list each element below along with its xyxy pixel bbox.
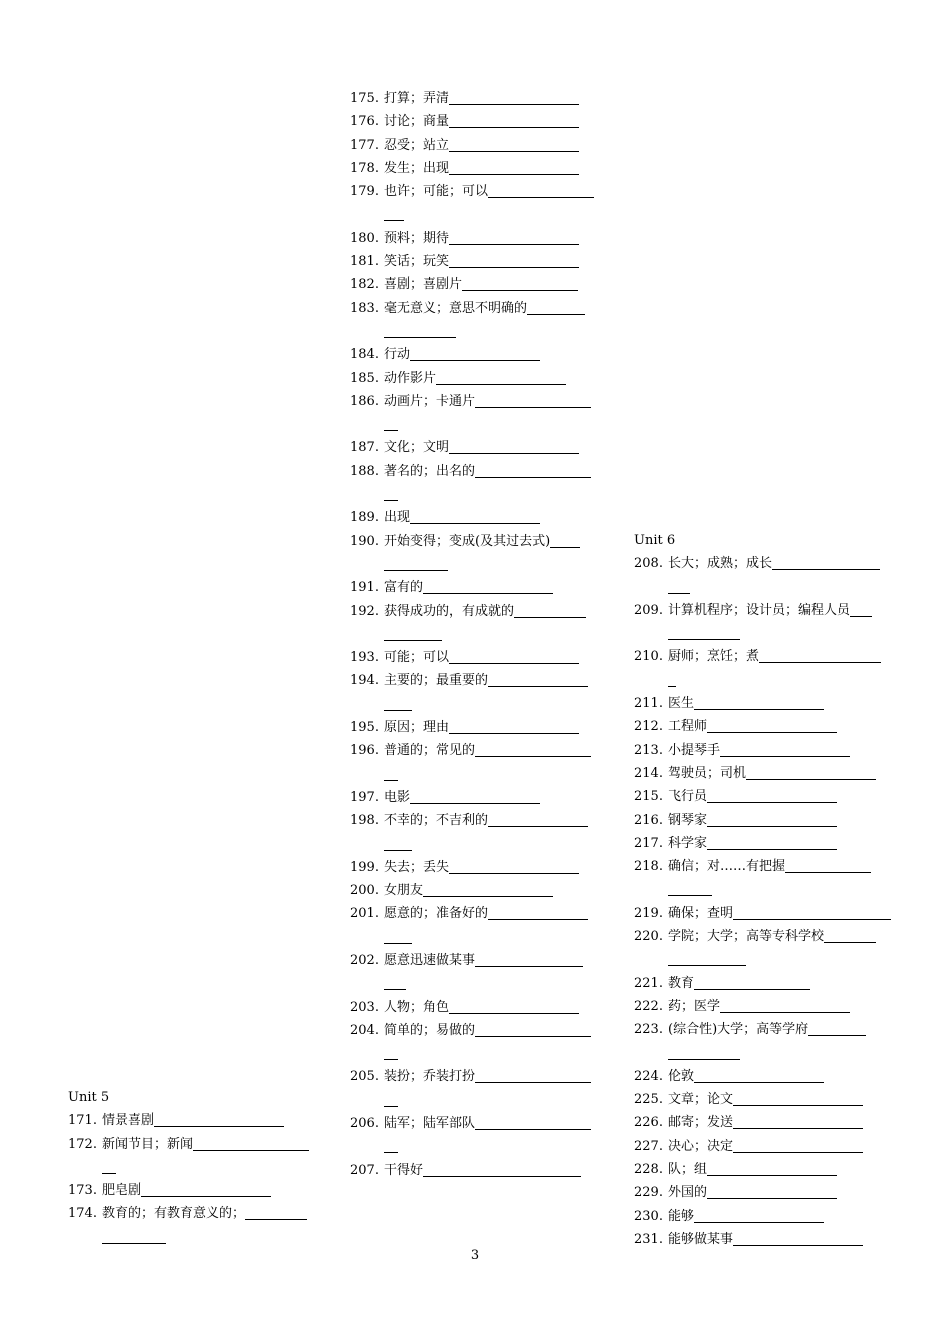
vocab-entry [634, 809, 884, 832]
vocab-entry [350, 879, 600, 902]
entry-number: 213. [634, 742, 663, 758]
vocab-entry [634, 599, 884, 622]
entry-number: 223. [634, 1022, 663, 1038]
answer-blank-continuation [350, 1089, 600, 1112]
entry-meaning: 喜剧；喜剧片 [384, 277, 463, 293]
entry-number: 200. [350, 883, 379, 899]
answer-blank[interactable] [384, 416, 398, 431]
vocab-entry [350, 180, 600, 203]
entry-meaning: 装扮；乔装打扮 [384, 1069, 476, 1085]
entry-meaning: 失去；丢失 [384, 859, 450, 875]
vocab-entry [634, 1088, 884, 1111]
answer-blank[interactable] [694, 695, 824, 710]
entry-number: 212. [634, 719, 663, 735]
answer-blank[interactable] [733, 1091, 863, 1106]
answer-blank[interactable] [449, 999, 579, 1014]
vocab-entry [350, 157, 600, 180]
answer-blank-continuation [350, 203, 600, 226]
entry-number: 207. [350, 1162, 379, 1178]
vocab-entry [350, 390, 600, 413]
answer-blank-continuation [350, 623, 600, 646]
entry-number: 181. [350, 254, 379, 270]
entry-number: 222. [634, 998, 663, 1014]
entry-meaning: 获得成功的，有成就的 [384, 603, 515, 619]
answer-blank[interactable] [707, 1161, 837, 1176]
entry-meaning: 小提琴手 [668, 742, 721, 758]
entry-meaning: 也许；可能；可以 [384, 184, 489, 200]
answer-blank[interactable] [102, 1229, 166, 1244]
answer-blank[interactable] [475, 1022, 591, 1037]
vocab-entry [350, 600, 600, 623]
answer-blank[interactable] [154, 1112, 284, 1127]
entry-meaning: 新闻节目；新闻 [102, 1136, 194, 1152]
entry-meaning: 医生 [668, 696, 695, 712]
entry-meaning: 开始变得；变成(及其过去式) [384, 533, 551, 549]
entry-meaning: 忍受；站立 [384, 137, 450, 153]
entry-meaning: 可能；可以 [384, 650, 450, 666]
answer-blank[interactable] [449, 230, 579, 245]
answer-blank[interactable] [384, 929, 412, 944]
entry-meaning: 简单的；易做的 [384, 1022, 476, 1038]
answer-blank[interactable] [488, 183, 594, 198]
answer-blank[interactable] [384, 486, 398, 501]
answer-blank[interactable] [668, 881, 712, 896]
answer-blank[interactable] [423, 1162, 581, 1177]
answer-blank[interactable] [384, 975, 406, 990]
answer-blank[interactable] [850, 602, 872, 617]
answer-blank-continuation [350, 1042, 600, 1065]
answer-blank[interactable] [384, 626, 442, 641]
entry-number: 211. [634, 696, 663, 712]
entry-meaning: 电影 [384, 789, 411, 805]
entry-number: 174. [68, 1206, 97, 1222]
answer-blank[interactable] [668, 625, 740, 640]
answer-blank[interactable] [423, 882, 553, 897]
answer-blank[interactable] [449, 719, 579, 734]
answer-blank[interactable] [668, 1045, 740, 1060]
entry-number: 196. [350, 743, 379, 759]
entry-number: 226. [634, 1115, 663, 1131]
entry-number: 183. [350, 300, 379, 316]
answer-blank[interactable] [720, 998, 850, 1013]
answer-blank[interactable] [141, 1182, 271, 1197]
answer-blank[interactable] [410, 789, 540, 804]
entry-meaning: 动画片；卡通片 [384, 393, 476, 409]
answer-blank-continuation [350, 833, 600, 856]
column-middle [350, 87, 600, 1182]
answer-blank[interactable] [102, 1159, 116, 1174]
entry-meaning: 行动 [384, 347, 411, 363]
answer-blank[interactable] [707, 812, 837, 827]
entry-meaning: 女朋友 [384, 883, 424, 899]
entry-number: 203. [350, 999, 379, 1015]
entry-meaning: 队；组 [668, 1162, 708, 1178]
answer-blank-continuation [634, 669, 884, 692]
entry-number: 194. [350, 673, 379, 689]
answer-blank[interactable] [449, 439, 579, 454]
answer-blank[interactable] [449, 649, 579, 664]
entry-meaning: 情景喜剧 [102, 1113, 155, 1129]
vocab-entry [634, 925, 884, 948]
entry-number: 198. [350, 813, 379, 829]
entry-number: 193. [350, 650, 379, 666]
entry-number: 197. [350, 789, 379, 805]
answer-blank[interactable] [785, 858, 871, 873]
answer-blank-continuation [634, 878, 884, 901]
entry-meaning: 药；医学 [668, 998, 721, 1014]
entry-meaning: 厨师；烹饪；煮 [668, 649, 760, 665]
answer-blank-continuation [350, 320, 600, 343]
answer-blank-continuation [634, 1042, 884, 1065]
entry-meaning: 伦敦 [668, 1068, 695, 1084]
entry-meaning: 计算机程序；设计员；编程人员 [668, 602, 851, 618]
vocab-entry [350, 1159, 600, 1182]
answer-blank[interactable] [449, 137, 579, 152]
answer-blank[interactable] [668, 951, 746, 966]
answer-blank[interactable] [384, 766, 398, 781]
vocab-entry [350, 367, 600, 390]
answer-blank-continuation [350, 972, 600, 995]
answer-blank-continuation [634, 622, 884, 645]
vocab-entry [634, 739, 884, 762]
vocab-entry [634, 1111, 884, 1134]
answer-blank-continuation [634, 576, 884, 599]
vocab-entry [634, 972, 884, 995]
entry-number: 189. [350, 510, 379, 526]
answer-blank-continuation [350, 413, 600, 436]
entry-meaning: 工程师 [668, 719, 708, 735]
vocab-entry [350, 1019, 600, 1042]
entry-number: 221. [634, 975, 663, 991]
answer-blank-continuation [350, 1135, 600, 1158]
vocab-entry [634, 785, 884, 808]
answer-blank[interactable] [475, 1068, 591, 1083]
vocab-entry [68, 1179, 318, 1202]
answer-blank[interactable] [193, 1136, 309, 1151]
entry-number: 191. [350, 580, 379, 596]
answer-blank[interactable] [475, 1115, 591, 1130]
entry-number: 190. [350, 533, 379, 549]
vocab-entry [350, 786, 600, 809]
answer-blank[interactable] [245, 1205, 307, 1220]
vocab-entry [634, 1065, 884, 1088]
answer-blank[interactable] [384, 323, 456, 338]
entry-meaning: 飞行员 [668, 789, 708, 805]
answer-blank[interactable] [733, 1138, 863, 1153]
answer-blank[interactable] [384, 1092, 398, 1107]
answer-blank[interactable] [423, 579, 553, 594]
answer-blank[interactable] [707, 1184, 837, 1199]
answer-blank[interactable] [733, 1114, 863, 1129]
vocab-entry [350, 460, 600, 483]
answer-blank[interactable] [436, 370, 566, 385]
entry-meaning: 长大；成熟；成长 [668, 556, 773, 572]
entry-meaning: (综合性)大学；高等学府 [668, 1022, 809, 1038]
vocab-entry [350, 1112, 600, 1135]
answer-blank[interactable] [384, 556, 448, 571]
entry-number: 231. [634, 1231, 663, 1247]
entry-meaning: 钢琴家 [668, 812, 708, 828]
entry-number: 228. [634, 1162, 663, 1178]
answer-blank[interactable] [449, 113, 579, 128]
answer-blank[interactable] [694, 975, 810, 990]
vocab-entry [634, 902, 884, 925]
entry-meaning: 动作影片 [384, 370, 437, 386]
entry-number: 179. [350, 184, 379, 200]
vocab-entry [350, 716, 600, 739]
entry-number: 173. [68, 1183, 97, 1199]
answer-blank[interactable] [488, 812, 588, 827]
column-unit-5 [68, 1086, 318, 1249]
entry-number: 224. [634, 1068, 663, 1084]
entry-number: 171. [68, 1113, 97, 1129]
entry-number: 184. [350, 347, 379, 363]
vocab-entry [350, 739, 600, 762]
vocab-entry [634, 692, 884, 715]
entry-number: 214. [634, 765, 663, 781]
entry-number: 178. [350, 160, 379, 176]
answer-blank-continuation [68, 1156, 318, 1179]
vocab-entry [350, 856, 600, 879]
answer-blank[interactable] [475, 463, 591, 478]
vocab-entry [350, 902, 600, 925]
vocab-entry [634, 1018, 884, 1041]
entry-number: 219. [634, 905, 663, 921]
vocab-entry [350, 87, 600, 110]
entry-number: 206. [350, 1116, 379, 1132]
answer-blank[interactable] [475, 742, 591, 757]
answer-blank[interactable] [759, 648, 881, 663]
answer-blank[interactable] [410, 346, 540, 361]
entry-meaning: 驾驶员；司机 [668, 765, 747, 781]
vocab-entry [350, 110, 600, 133]
vocab-entry [634, 1158, 884, 1181]
vocab-entry [634, 832, 884, 855]
vocab-entry [350, 530, 600, 553]
vocab-entry [634, 715, 884, 738]
vocab-entry [350, 1065, 600, 1088]
entry-number: 176. [350, 114, 379, 130]
entry-meaning: 预料；期待 [384, 230, 450, 246]
answer-blank[interactable] [668, 579, 690, 594]
entry-number: 187. [350, 440, 379, 456]
entry-number: 227. [634, 1138, 663, 1154]
entry-number: 216. [634, 812, 663, 828]
answer-blank[interactable] [707, 835, 837, 850]
answer-blank[interactable] [410, 509, 540, 524]
page-number: 3 [470, 1248, 480, 1263]
entry-meaning: 笑话；玩笑 [384, 254, 450, 270]
entry-meaning: 不幸的；不吉利的 [384, 813, 489, 829]
entry-number: 186. [350, 393, 379, 409]
answer-blank[interactable] [475, 393, 591, 408]
entry-number: 218. [634, 859, 663, 875]
answer-blank-continuation [68, 1226, 318, 1249]
answer-blank[interactable] [707, 788, 837, 803]
vocab-entry [634, 1135, 884, 1158]
entry-number: 208. [634, 556, 663, 572]
answer-blank[interactable] [824, 928, 876, 943]
column-unit-6 [634, 529, 884, 1251]
answer-blank[interactable] [694, 1208, 824, 1223]
answer-blank-continuation [350, 926, 600, 949]
answer-blank[interactable] [668, 672, 676, 687]
answer-blank[interactable] [462, 276, 578, 291]
vocab-entry [350, 250, 600, 273]
vocab-entry [634, 645, 884, 668]
vocab-entry [634, 1181, 884, 1204]
entry-meaning: 人物；角色 [384, 999, 450, 1015]
entry-meaning: 陆军；陆军部队 [384, 1116, 476, 1132]
entry-meaning: 能够做某事 [668, 1231, 734, 1247]
entry-meaning: 教育 [668, 975, 695, 991]
entry-meaning: 著名的；出名的 [384, 463, 476, 479]
entry-number: 220. [634, 929, 663, 945]
entry-meaning: 外国的 [668, 1185, 708, 1201]
entry-number: 172. [68, 1136, 97, 1152]
answer-blank[interactable] [384, 836, 412, 851]
vocab-entry [634, 552, 884, 575]
entry-number: 209. [634, 602, 663, 618]
entry-number: 180. [350, 230, 379, 246]
answer-blank[interactable] [488, 905, 588, 920]
vocab-entry [350, 343, 600, 366]
answer-blank[interactable] [772, 555, 880, 570]
entry-meaning: 打算；弄清 [384, 91, 450, 106]
entry-meaning: 干得好 [384, 1162, 424, 1178]
answer-blank-continuation [350, 553, 600, 576]
entry-number: 215. [634, 789, 663, 805]
entry-number: 199. [350, 859, 379, 875]
entry-number: 205. [350, 1069, 379, 1085]
answer-blank[interactable] [720, 742, 850, 757]
entry-number: 182. [350, 277, 379, 293]
vocab-entry [350, 227, 600, 250]
answer-blank[interactable] [808, 1021, 866, 1036]
vocab-entry [634, 1205, 884, 1228]
answer-blank[interactable] [384, 1045, 398, 1060]
entry-meaning: 决心；决定 [668, 1138, 734, 1154]
entry-meaning: 富有的 [384, 580, 424, 596]
answer-blank[interactable] [449, 859, 579, 874]
entry-number: 210. [634, 649, 663, 665]
entry-number: 230. [634, 1208, 663, 1224]
answer-blank[interactable] [527, 300, 585, 315]
entry-meaning: 确信；对……有把握 [668, 859, 786, 875]
answer-blank[interactable] [384, 1138, 398, 1153]
answer-blank[interactable] [550, 533, 580, 548]
vocab-entry [350, 297, 600, 320]
entry-number: 185. [350, 370, 379, 386]
answer-blank[interactable] [475, 952, 583, 967]
entry-number: 188. [350, 463, 379, 479]
entry-meaning: 教育的；有教育意义的； [102, 1206, 246, 1222]
vocab-entry [350, 949, 600, 972]
answer-blank-continuation [350, 483, 600, 506]
answer-blank[interactable] [384, 696, 412, 711]
entry-meaning: 出现 [384, 510, 411, 526]
vocab-entry [634, 762, 884, 785]
entry-meaning: 毫无意义；意思不明确的 [384, 300, 528, 316]
vocab-entry [68, 1133, 318, 1156]
entry-meaning: 主要的；最重要的 [384, 673, 489, 689]
vocab-entry [350, 669, 600, 692]
answer-blank[interactable] [733, 905, 891, 920]
entry-meaning: 原因；理由 [384, 720, 450, 736]
entry-meaning: 学院；大学；高等专科学校 [668, 929, 825, 945]
vocab-entry [350, 646, 600, 669]
answer-blank-continuation [350, 693, 600, 716]
vocab-entry [350, 273, 600, 296]
vocab-entry [350, 996, 600, 1019]
entry-number: 202. [350, 952, 379, 968]
entry-number: 229. [634, 1185, 663, 1201]
vocab-entry [634, 855, 884, 878]
entry-meaning: 确保；查明 [668, 905, 734, 921]
vocab-entry [68, 1109, 318, 1132]
vocab-entry [350, 576, 600, 599]
answer-blank[interactable] [514, 603, 586, 618]
answer-blank[interactable] [733, 1231, 863, 1246]
entry-meaning: 发生；出现 [384, 160, 450, 176]
entry-number: 217. [634, 835, 663, 851]
answer-blank[interactable] [694, 1068, 824, 1083]
entry-number: 175. [350, 91, 379, 106]
entry-meaning: 文章；论文 [668, 1092, 734, 1108]
vocab-entry [68, 1202, 318, 1225]
answer-blank-continuation [634, 948, 884, 971]
answer-blank[interactable] [449, 160, 579, 175]
entry-meaning: 文化；文明 [384, 440, 450, 456]
entry-meaning: 邮寄；发送 [668, 1115, 734, 1131]
entry-number: 201. [350, 906, 379, 922]
entry-meaning: 讨论；商量 [384, 114, 450, 130]
answer-blank[interactable] [707, 718, 837, 733]
entry-meaning: 肥皂剧 [102, 1183, 142, 1199]
entry-meaning: 科学家 [668, 835, 708, 851]
entry-meaning: 普通的；常见的 [384, 743, 476, 759]
answer-blank[interactable] [449, 90, 579, 105]
entry-number: 177. [350, 137, 379, 153]
vocab-entry [350, 436, 600, 459]
entry-meaning: 能够 [668, 1208, 695, 1224]
vocab-entry [634, 995, 884, 1018]
answer-blank[interactable] [384, 206, 404, 221]
entry-meaning: 愿意迅速做某事 [384, 952, 476, 968]
entry-meaning: 愿意的；准备好的 [384, 906, 489, 922]
entry-number: 204. [350, 1022, 379, 1038]
answer-blank[interactable] [746, 765, 876, 780]
vocab-entry [350, 134, 600, 157]
unit-heading: Unit 5 [68, 1090, 110, 1105]
entry-number: 225. [634, 1092, 663, 1108]
entry-number: 192. [350, 603, 379, 619]
vocab-entry [350, 506, 600, 529]
answer-blank[interactable] [449, 253, 579, 268]
vocab-entry [350, 809, 600, 832]
answer-blank[interactable] [488, 672, 588, 687]
unit-heading: Unit 6 [634, 533, 676, 548]
answer-blank-continuation [350, 763, 600, 786]
entry-number: 195. [350, 720, 379, 736]
